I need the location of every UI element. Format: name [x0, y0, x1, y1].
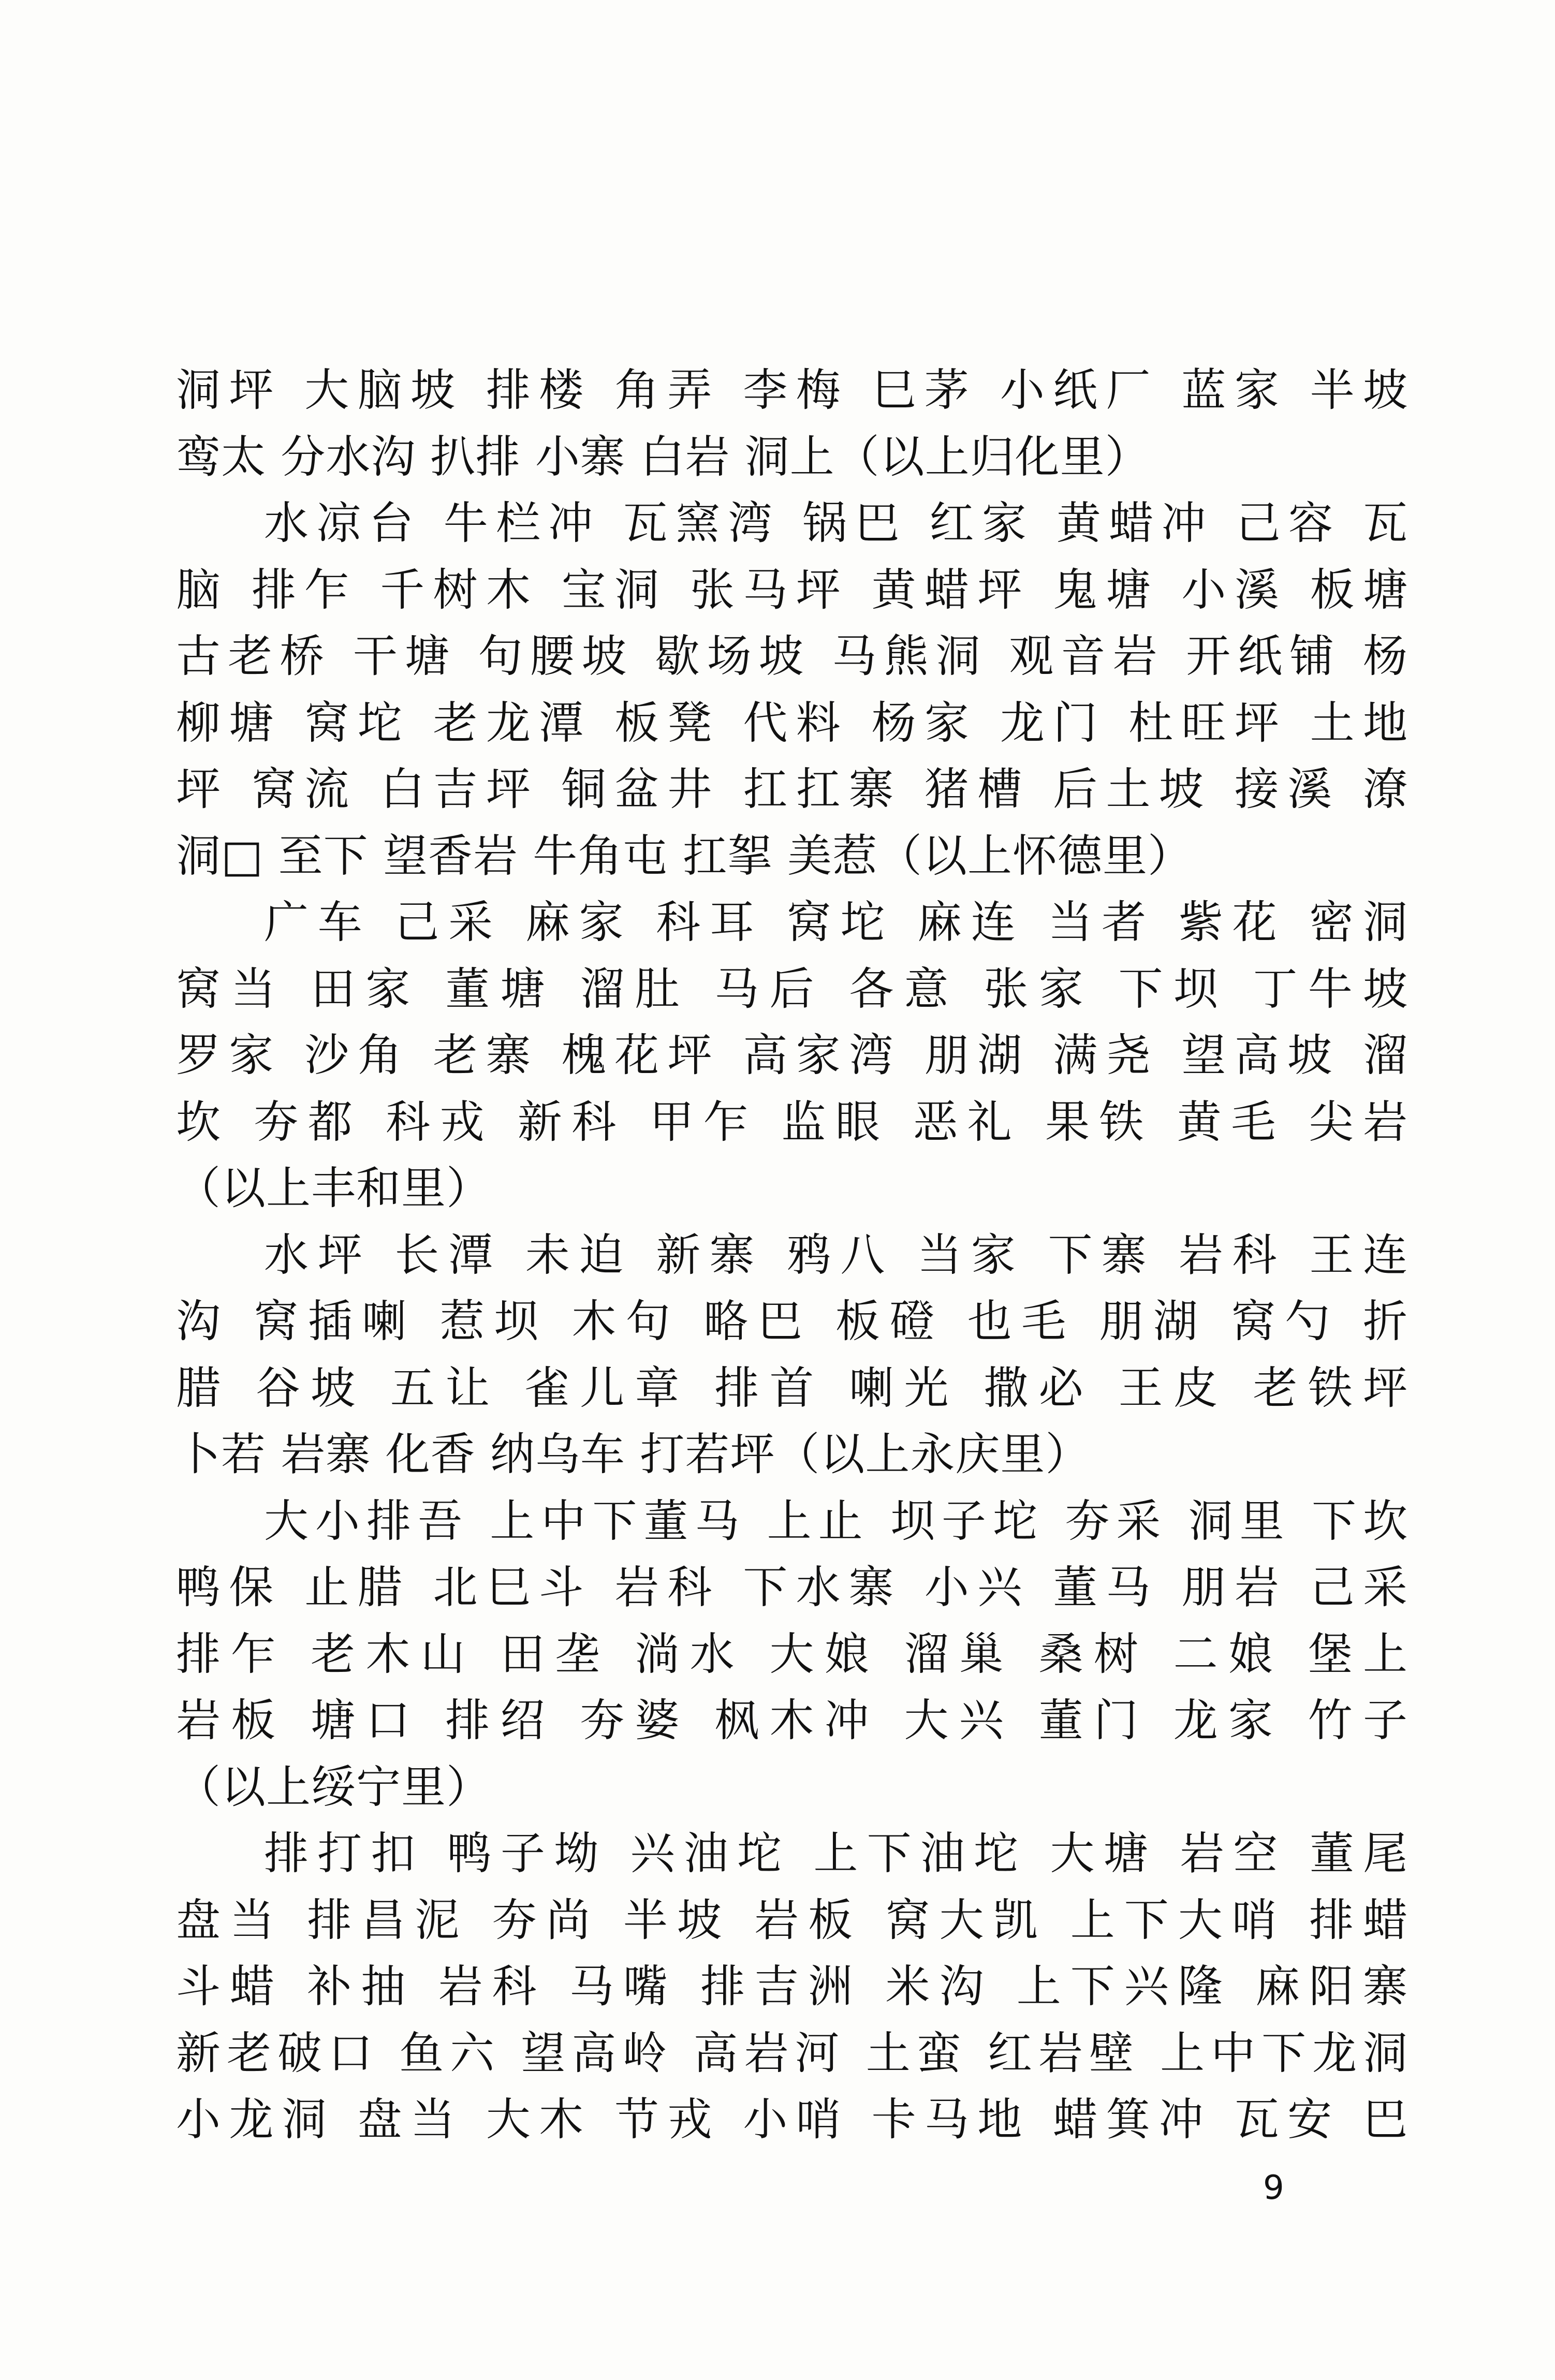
text-line: 洞坪 大脑坡 排楼 角弄 李梅 巳茅 小纸厂 蓝家 半坡 [176, 364, 1408, 416]
text-line: 小龙洞 盘当 大木 节戎 小哨 卡马地 蜡箕冲 瓦安 巴 [176, 2094, 1408, 2146]
text-line: 卜若 岩寨 化香 纳乌车 打若坪（以上永庆里） [176, 1429, 1091, 1480]
text-line: 腊 谷坡 五让 雀儿章 排首 喇光 撒必 王皮 老铁坪 [176, 1362, 1408, 1414]
text-line: 鸭保 止腊 北巳斗 岩科 下水寨 小兴 董马 朋岩 己采 [176, 1562, 1408, 1613]
text-line: 新老破口 鱼六 望高岭 高岩河 土蛮 红岩壁 上中下龙洞 [176, 2027, 1408, 2079]
text-line: 坎 夯都 科戎 新科 甲乍 监眼 恶礼 果铁 黄毛 尖岩 [176, 1096, 1408, 1148]
paragraph-start-line: 广车 己采 麻家 科耳 窝坨 麻连 当者 紫花 密洞 [264, 897, 1408, 948]
text-line: 洞□ 至下 望香岩 牛角屯 扛挐 美惹（以上怀德里） [176, 830, 1193, 882]
text-line: 古老桥 干塘 句腰坡 歇场坡 马熊洞 观音岩 开纸铺 杨 [176, 630, 1408, 682]
text-line: 柳塘 窝坨 老龙潭 板凳 代料 杨家 龙门 杜旺坪 土地 [176, 697, 1408, 749]
paragraph-start-line: 水坪 长潭 未迫 新寨 鸦八 当家 下寨 岩科 王连 [264, 1229, 1408, 1281]
paragraph-start-line: 大小排吾 上中下董马 上止 坝子坨 夯采 洞里 下坎 [264, 1495, 1408, 1547]
text-line: 斗蜡 补抽 岩科 马嘴 排吉洲 米沟 上下兴隆 麻阳寨 [176, 1961, 1408, 2012]
text-line: 脑 排乍 千树木 宝洞 张马坪 黄蜡坪 鬼塘 小溪 板塘 [176, 564, 1408, 616]
text-line: 排乍 老木山 田垄 淌水 大娘 溜巢 桑树 二娘 堡上 [176, 1628, 1408, 1680]
paragraph-start-line: 水凉台 牛栏冲 瓦窯湾 锅巴 红家 黄蜡冲 己容 瓦 [264, 497, 1408, 549]
text-line: 罗家 沙角 老寨 槐花坪 高家湾 朋湖 满尧 望高坡 溜 [176, 1030, 1408, 1081]
text-line: （以上绥宁里） [176, 1761, 491, 1813]
text-line: 鸾太 分水沟 扒排 小寨 白岩 洞上（以上归化里） [176, 431, 1150, 483]
paragraph-start-line: 排打扣 鸭子坳 兴油坨 上下油坨 大塘 岩空 董尾 [264, 1828, 1408, 1879]
text-line: 窝当 田家 董塘 溜肚 马后 各意 张家 下坝 丁牛坡 [176, 963, 1408, 1015]
page-number: 9 [1263, 2169, 1284, 2207]
text-line: 坪 窝流 白吉坪 铜盆井 扛扛寨 猪槽 后土坡 接溪 潦 [176, 763, 1408, 815]
text-line: （以上丰和里） [176, 1163, 491, 1214]
text-line: 盘当 排昌泥 夯尚 半坡 岩板 窝大凯 上下大哨 排蜡 [176, 1894, 1408, 1946]
text-line: 岩板 塘口 排绍 夯婆 枫木冲 大兴 董门 龙家 竹子 [176, 1695, 1408, 1746]
main-text-block [176, 357, 1408, 2153]
text-line: 沟 窝插喇 惹坝 木句 略巴 板磴 也毛 朋湖 窝勺 折 [176, 1296, 1408, 1347]
